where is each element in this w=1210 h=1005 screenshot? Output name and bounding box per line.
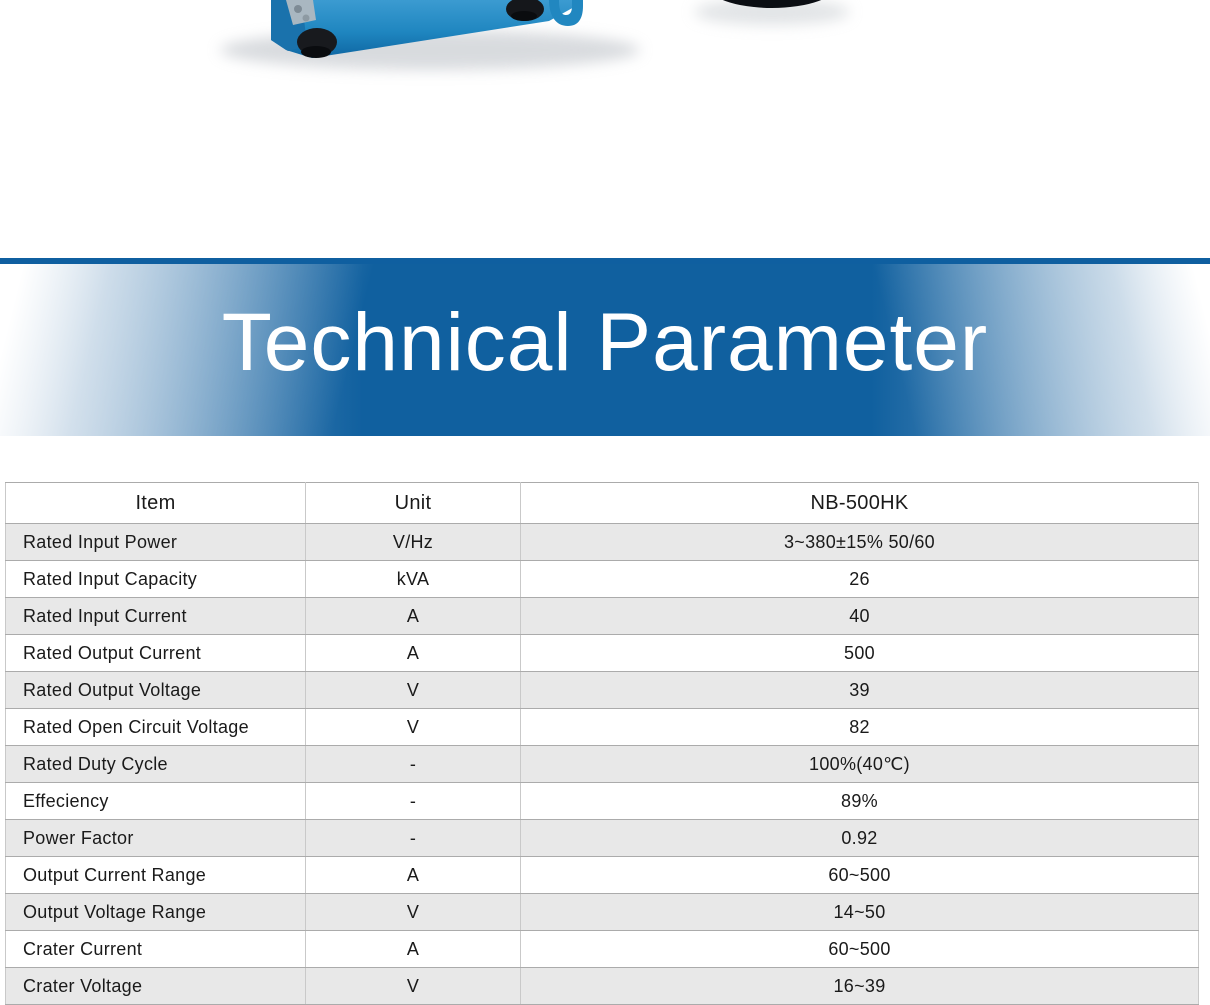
- cell-value: 16~39: [521, 968, 1199, 1005]
- cell-unit: kVA: [306, 561, 521, 598]
- cell-item: Rated Output Current: [6, 635, 306, 672]
- cell-unit: -: [306, 783, 521, 820]
- cell-unit: V: [306, 672, 521, 709]
- cell-unit: V: [306, 968, 521, 1005]
- cell-value: 39: [521, 672, 1199, 709]
- table-row: [6, 746, 1199, 783]
- cell-unit: A: [306, 598, 521, 635]
- machine-foot-right-base: [511, 11, 537, 21]
- spec-table-body: [6, 524, 1199, 1005]
- welding-machine-image: [0, 0, 1210, 170]
- bracket-screw: [294, 5, 302, 13]
- table-row: [6, 635, 1199, 672]
- table-row: [6, 931, 1199, 968]
- cell-item: Rated Input Power: [6, 524, 306, 561]
- cell-item: Crater Current: [6, 931, 306, 968]
- cell-item: Rated Open Circuit Voltage: [6, 709, 306, 746]
- table-row: [6, 709, 1199, 746]
- table-row: [6, 894, 1199, 931]
- table-row: [6, 820, 1199, 857]
- cell-unit: A: [306, 857, 521, 894]
- cell-value: 100%(40℃): [521, 746, 1199, 783]
- cell-item: Power Factor: [6, 820, 306, 857]
- banner-title: Technical Parameter: [221, 297, 989, 388]
- cell-value: 3~380±15% 50/60: [521, 524, 1199, 561]
- cell-value: 82: [521, 709, 1199, 746]
- cell-value: 60~500: [521, 857, 1199, 894]
- cell-item: Rated Input Capacity: [6, 561, 306, 598]
- cell-value: 14~50: [521, 894, 1199, 931]
- cell-unit: -: [306, 820, 521, 857]
- cell-item: Rated Output Voltage: [6, 672, 306, 709]
- cell-value: 0.92: [521, 820, 1199, 857]
- cell-unit: V/Hz: [306, 524, 521, 561]
- cell-unit: A: [306, 931, 521, 968]
- product-photo-strip: [0, 0, 1210, 170]
- spec-table: [5, 482, 1199, 1005]
- machine-foot-left-base: [301, 46, 331, 58]
- table-row: [6, 857, 1199, 894]
- table-row: [6, 524, 1199, 561]
- cell-unit: A: [306, 635, 521, 672]
- cell-value: 60~500: [521, 931, 1199, 968]
- cell-unit: -: [306, 746, 521, 783]
- cell-value: 500: [521, 635, 1199, 672]
- cell-unit: V: [306, 709, 521, 746]
- cell-item: Output Voltage Range: [6, 894, 306, 931]
- cell-value: 26: [521, 561, 1199, 598]
- table-row: [6, 672, 1199, 709]
- cell-item: Crater Voltage: [6, 968, 306, 1005]
- cell-item: Output Current Range: [6, 857, 306, 894]
- column-header-model: NB-500HK: [521, 483, 1199, 524]
- table-row: [6, 561, 1199, 598]
- table-row: [6, 598, 1199, 635]
- technical-parameter-banner: [0, 258, 1210, 436]
- cell-value: 40: [521, 598, 1199, 635]
- cell-unit: V: [306, 894, 521, 931]
- cell-item: Rated Duty Cycle: [6, 746, 306, 783]
- column-header-item: Item: [6, 483, 306, 524]
- cell-item: Rated Input Current: [6, 598, 306, 635]
- table-row: [6, 783, 1199, 820]
- cell-item: Effeciency: [6, 783, 306, 820]
- spec-table-header: [6, 483, 1199, 524]
- header-row: [6, 483, 1199, 524]
- cell-value: 89%: [521, 783, 1199, 820]
- column-header-unit: Unit: [306, 483, 521, 524]
- bracket-screw: [303, 15, 310, 22]
- table-row: [6, 968, 1199, 1005]
